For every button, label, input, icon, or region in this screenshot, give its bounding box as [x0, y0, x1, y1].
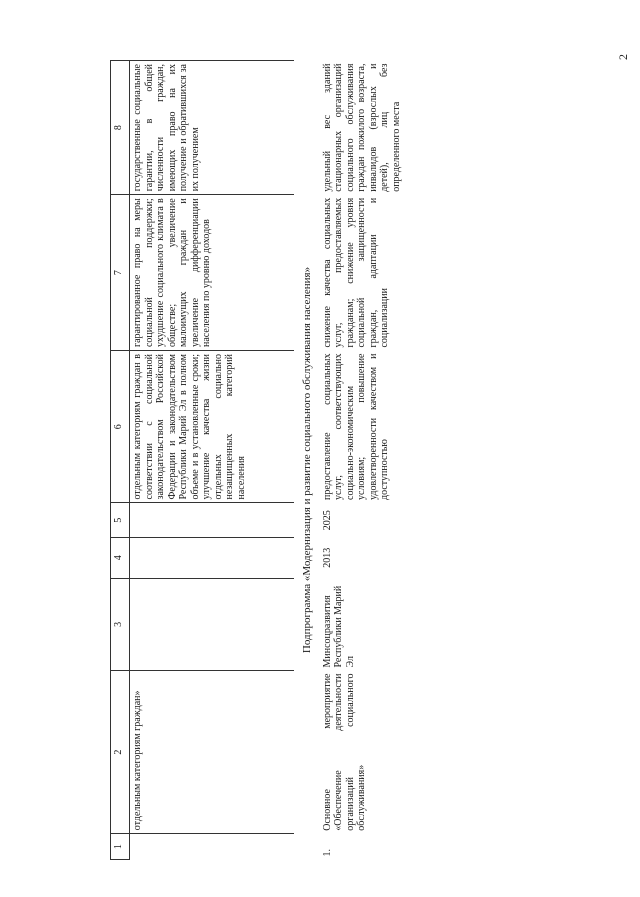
continued-cell-consequence: гарантированное право на меры социальной поддержки; ухудшение социального климата в обществе; увеличение малоимущих граждан и увеличение дифференциации населения по уровню доходов [130, 195, 295, 351]
subprogram-row [294, 61, 320, 860]
program-table [110, 60, 404, 860]
subprogram-title: Подпрограмма «Модернизация и развитие социального обслуживания населения» [301, 266, 313, 654]
table-row [320, 61, 405, 860]
continued-row [130, 61, 295, 860]
continued-cell-5 [130, 503, 295, 537]
col-header-1: 1 [111, 834, 130, 860]
col-header-2: 2 [111, 671, 130, 834]
continued-cell-3 [130, 578, 295, 670]
continued-cell-name: отдельным категориям граждан» [130, 671, 295, 834]
column-number-row [111, 61, 130, 860]
row-number: 1. [321, 849, 333, 857]
col-header-7: 7 [111, 195, 130, 351]
row-activity-name: Основное мероприятие «Обеспечение деятельности организаций социального обслуживания» [321, 673, 367, 831]
page-number: 2 [616, 54, 630, 60]
row-expected-result: предоставление социальных услуг, соответствующих социально-экономическим условиям; повышение удовлетворенности качеством и доступностью [321, 353, 390, 500]
row-executor: Минсоцразвития Республики Марий Эл [321, 585, 356, 668]
continued-cell-4 [130, 537, 295, 578]
continued-cell-indicator: государственные социальные гарантии, в общей численности граждан, имеющих право на их получение и обратившихся за их получением [130, 61, 295, 195]
rotated-table-sheet [110, 40, 630, 860]
row-consequence: снижение качества социальных услуг, предоставляемых гражданам; снижение уровня социальной защищенности граждан, адаптации и социализации [321, 197, 390, 348]
col-header-8: 8 [111, 61, 130, 195]
row-start-year: 2013 [321, 547, 333, 568]
col-header-3: 3 [111, 578, 130, 670]
col-header-4: 4 [111, 537, 130, 578]
col-header-6: 6 [111, 351, 130, 503]
continued-cell-1 [130, 834, 295, 860]
row-indicator: удельный вес зданий стационарных организаций социального обслуживания граждан пожилого возраста, инвалидов (взрослых и детей), лиц без определенного места [321, 63, 402, 192]
row-end-year: 2025 [321, 510, 333, 531]
col-header-5: 5 [111, 503, 130, 537]
continued-cell-result: отдельным категориям граждан в соответствии с социальной законодательством Российской Федерации и законодательством Республики Марий Эл в полном объеме и в установленные сроки; улучшение качества жизни отдельных социально незащищенных категорий населения [130, 351, 295, 503]
